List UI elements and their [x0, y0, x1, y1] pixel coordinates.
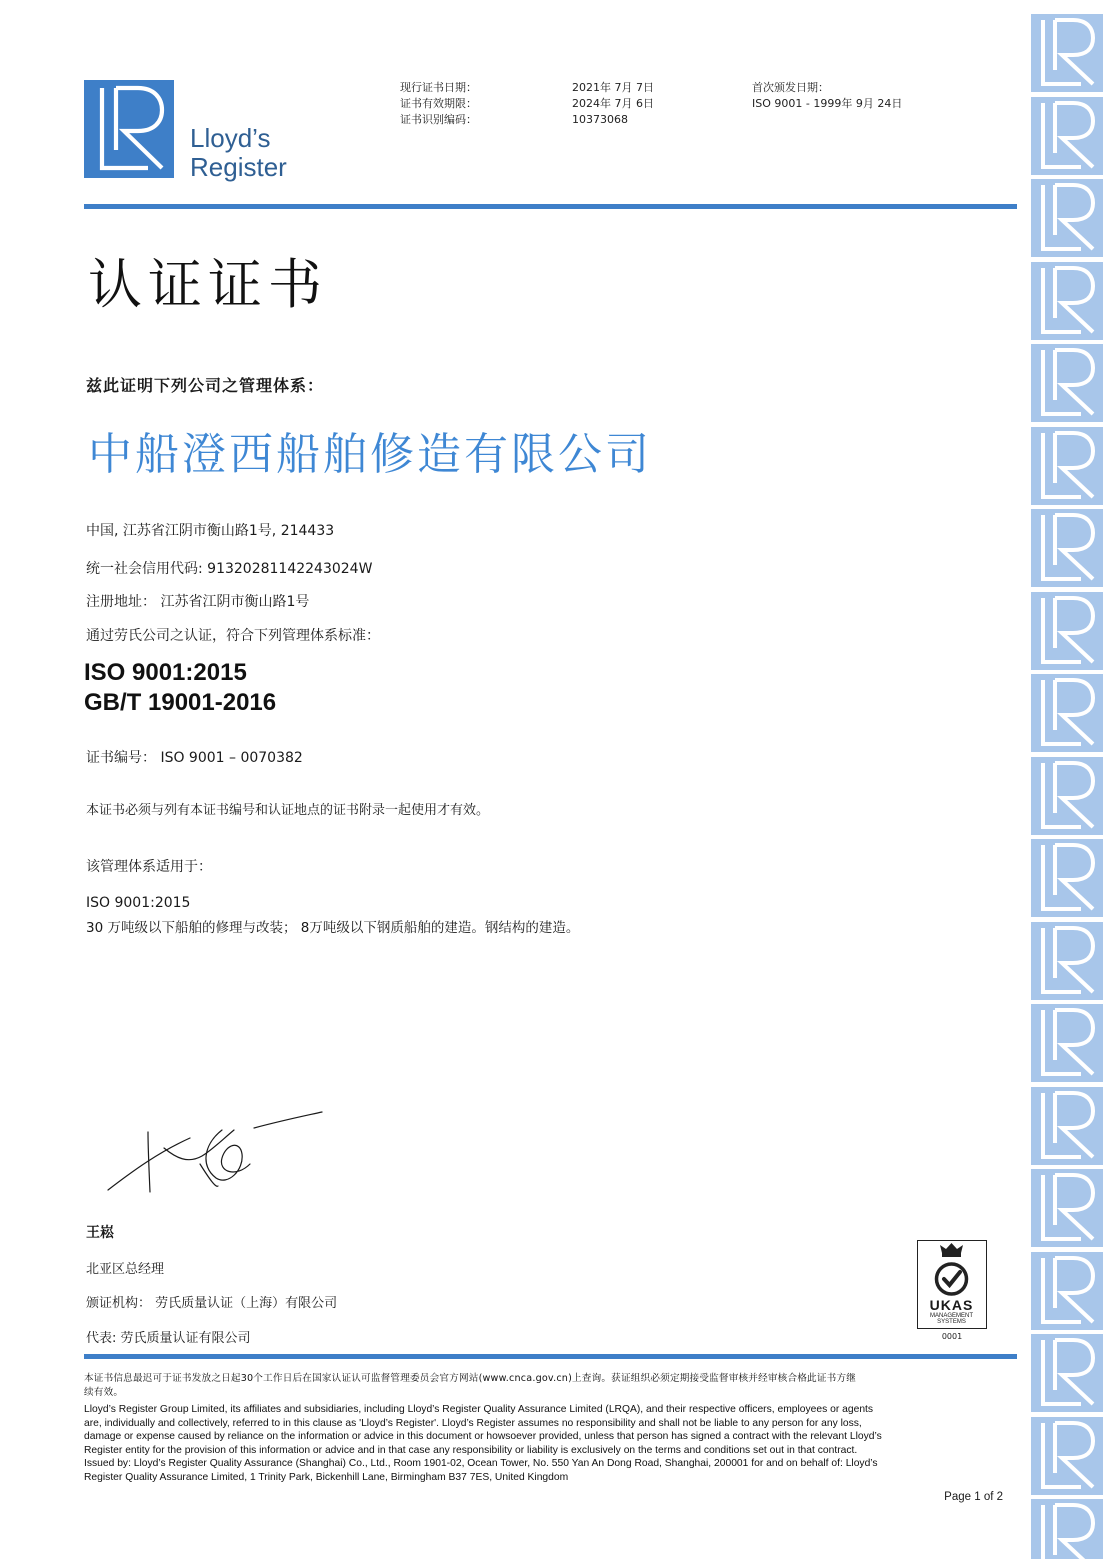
- lr-pattern-tile: [1031, 674, 1103, 752]
- lr-monogram-icon: [1031, 674, 1103, 752]
- lr-pattern-tile: [1031, 922, 1103, 1000]
- scope-standard: ISO 9001:2015: [86, 895, 191, 911]
- lr-logo-icon: [84, 80, 174, 178]
- company-address: 中国, 江苏省江阴市衡山路1号, 214433: [86, 523, 335, 539]
- lr-pattern-tile: [1031, 1334, 1103, 1412]
- ukas-number: 0001: [941, 1332, 963, 1341]
- company-name: 中船澄西船舶修造有限公司: [88, 429, 652, 480]
- first-issue-value: ISO 9001 - 1999年 9月 24日: [752, 97, 903, 110]
- footer-en-line: Issued by: Lloyd’s Register Quality Assurance (Shanghai) Co., Ltd., Room 1901-02, Ocean Tower, No. 550 Yan An Dong Road, Shanghai, 200001 for and on behalf of: Lloyd’s: [84, 1458, 878, 1470]
- scope-heading: 该管理体系适用于：: [86, 859, 212, 875]
- lr-pattern-tile: [1031, 179, 1103, 257]
- lr-monogram-icon: [1031, 922, 1103, 1000]
- page-number: Page 1 of 2: [944, 1491, 1003, 1503]
- footer-disclaimer: [84, 1403, 1019, 1485]
- intro-statement: 兹此证明下列公司之管理体系：: [86, 376, 325, 395]
- lr-monogram-icon: [1031, 509, 1103, 587]
- footer-en-line: are, individually and collectively, referred to in this clause as 'Lloyd’s Register'. Lloyd’s Register assumes no responsibility and shall not be liable to any person for any loss,: [84, 1417, 862, 1429]
- lr-monogram-icon: [1031, 839, 1103, 917]
- footer-cn-line2: 续有效。: [84, 1387, 124, 1398]
- credit-code: 统一社会信用代码: 91320281142243024W: [86, 561, 373, 577]
- lr-pattern-tile: [1031, 592, 1103, 670]
- lr-pattern-strip: [1031, 14, 1103, 1559]
- validity-note: 本证书必须与列有本证书编号和认证地点的证书附录一起使用才有效。: [86, 803, 490, 818]
- approval-statement: 通过劳氏公司之认证，符合下列管理体系标准：: [86, 628, 380, 644]
- footer-en-line: Lloyd’s Register Group Limited, its affiliates and subsidiaries, including Lloyd’s Register Quality Assurance Limited (LRQA), and their respective officers, employees or agents: [84, 1404, 874, 1415]
- signatory-position: 北亚区总经理: [86, 1262, 165, 1277]
- expiry-date-label: 证书有效期限：: [400, 97, 477, 110]
- footer-en-line: Register entity for the provision of this information or advice and in that case any responsibility or liability is exclusively on the terms and conditions set out in that contract.: [84, 1444, 858, 1456]
- lr-pattern-tile: [1031, 509, 1103, 587]
- issuing-body: 颁证机构： 劳氏质量认证（上海）有限公司: [86, 1296, 338, 1311]
- signatory-name: 王崧: [86, 1225, 114, 1241]
- certificate-title: 认证证书: [88, 253, 328, 316]
- meta-values: [572, 80, 654, 128]
- lr-pattern-tile: [1031, 1499, 1103, 1559]
- ukas-accreditation-mark: [917, 1240, 987, 1329]
- lr-monogram-icon: [1031, 262, 1103, 340]
- meta-labels: [400, 80, 477, 128]
- identification-number-label: 证书识别编码：: [400, 113, 477, 126]
- identification-number-value: 10373068: [572, 113, 628, 126]
- lr-pattern-tile: [1031, 1004, 1103, 1082]
- lr-pattern-tile: [1031, 262, 1103, 340]
- standard-iso: ISO 9001:2015: [84, 659, 247, 686]
- current-date-label: 现行证书日期：: [400, 81, 477, 94]
- ukas-line2: SYSTEMS: [937, 1319, 966, 1325]
- ukas-word: UKAS: [929, 1297, 974, 1313]
- certificate-number: 证书编号： ISO 9001 – 0070382: [86, 750, 303, 766]
- registered-address: 注册地址： 江苏省江阴市衡山路1号: [86, 594, 310, 610]
- footer-en-line: damage or expense caused by reliance on the information or advice in this document or howsoever provided, unless that person has signed a contract with the relevant Lloyd’s: [84, 1431, 882, 1443]
- first-issue: [752, 80, 902, 112]
- lr-pattern-tile: [1031, 1417, 1103, 1495]
- footer-divider: [84, 1354, 1017, 1359]
- lr-monogram-icon: [1031, 1252, 1103, 1330]
- lr-monogram-icon: [1031, 1169, 1103, 1247]
- expiry-date-value: 2024年 7月 6日: [572, 97, 654, 110]
- lr-monogram-icon: [1031, 1334, 1103, 1412]
- lr-pattern-tile: [1031, 427, 1103, 505]
- on-behalf-of: 代表: 劳氏质量认证有限公司: [86, 1331, 251, 1346]
- lr-pattern-tile: [1031, 1252, 1103, 1330]
- lr-pattern-tile: [1031, 757, 1103, 835]
- lr-pattern-tile: [1031, 14, 1103, 92]
- brand-name-line2: Register: [190, 152, 287, 182]
- lr-pattern-tile: [1031, 839, 1103, 917]
- lr-monogram-icon: [1031, 344, 1103, 422]
- footer-cn-line1: 本证书信息最迟可于证书发放之日起30个工作日后在国家认证认可监督管理委员会官方网站(www.cnca.gov.cn)上查询。获证组织必须定期接受监督审核并经审核合格此证书方继: [84, 1373, 857, 1384]
- lr-pattern-tile: [1031, 1169, 1103, 1247]
- ukas-line1: MANAGEMENT: [929, 1313, 973, 1319]
- signature-image: [104, 1108, 374, 1200]
- current-date-value: 2021年 7月 7日: [572, 81, 654, 94]
- lr-monogram-icon: [1031, 1499, 1103, 1559]
- lr-monogram-icon: [1031, 1004, 1103, 1082]
- lr-monogram-icon: [1031, 97, 1103, 175]
- lr-pattern-tile: [1031, 344, 1103, 422]
- lr-monogram-icon: [1031, 592, 1103, 670]
- header-divider: [84, 204, 1017, 209]
- lr-pattern-tile: [1031, 1087, 1103, 1165]
- scope-text: 30 万吨级以下船舶的修理与改装； 8万吨级以下钢质船舶的建造。钢结构的建造。: [86, 920, 580, 936]
- footer-en-line: Register Quality Assurance Limited, 1 Trinity Park, Bickenhill Lane, Birmingham B37 7ES, United Kingdom: [84, 1471, 569, 1483]
- first-issue-label: 首次颁发日期：: [752, 81, 829, 94]
- lr-pattern-tile: [1031, 97, 1103, 175]
- lr-monogram-icon: [1031, 14, 1103, 92]
- brand-name-line1: Lloyd’s: [190, 123, 271, 153]
- standard-gbt: GB/T 19001-2016: [84, 689, 277, 716]
- lr-monogram-icon: [1031, 1417, 1103, 1495]
- lr-monogram-icon: [1031, 1087, 1103, 1165]
- lr-monogram-icon: [1031, 179, 1103, 257]
- lr-monogram-icon: [1031, 757, 1103, 835]
- lloyds-register-logo: [84, 80, 174, 178]
- lr-monogram-icon: [1031, 427, 1103, 505]
